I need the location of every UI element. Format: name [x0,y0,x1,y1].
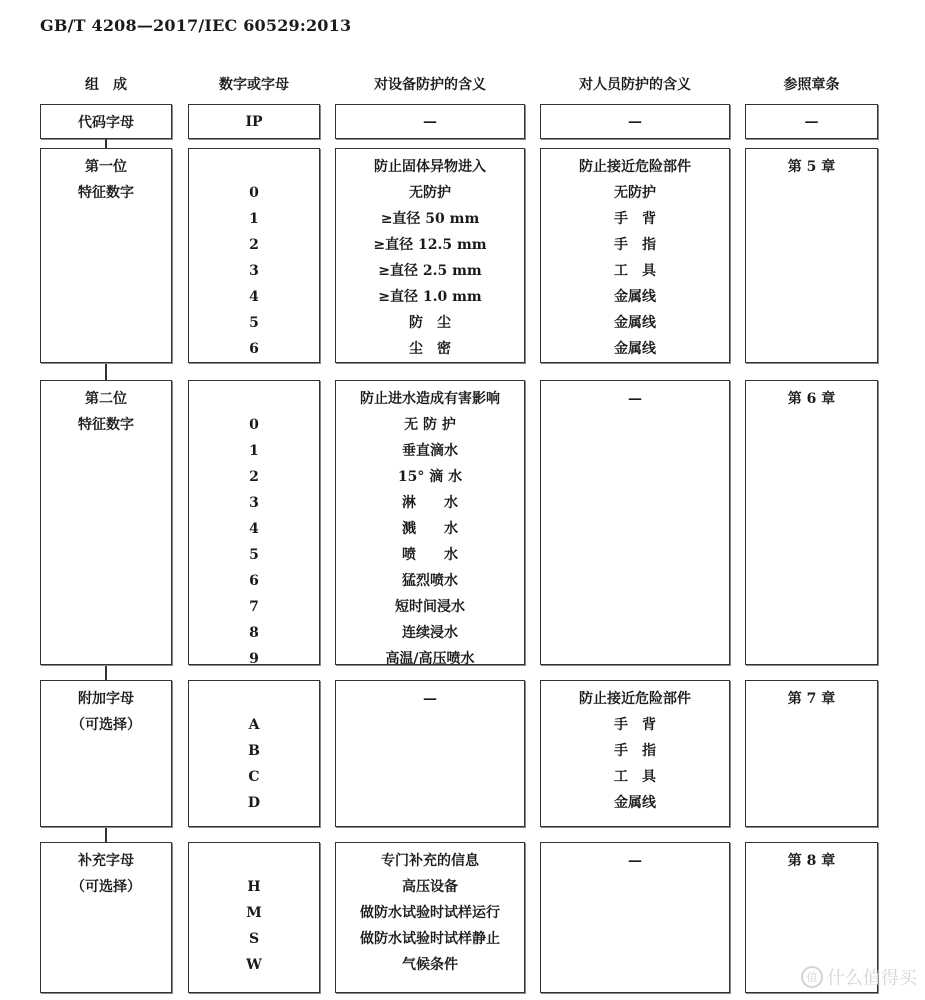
equipment-line: — [423,691,437,707]
codes-line: M [246,905,262,921]
codes-line: 0 [249,185,259,201]
persons-line: 工 具 [614,769,656,785]
equipment-line: 连续浸水 [402,625,458,641]
block-3-equipment-cell [335,680,525,827]
persons-line: 金属线 [614,315,656,331]
codes-line: S [248,931,260,947]
component-line: 特征数字 [78,185,134,201]
component-line: 第二位 [85,391,127,407]
reference-line: 第 6 章 [787,391,836,407]
codes-line [189,686,319,712]
equipment-line: 气候条件 [402,957,458,973]
persons-line: 金属线 [614,795,656,811]
persons-line: 防止接近危险部件 [579,691,691,707]
connector-line [105,363,107,380]
code-person-cell: — [540,104,730,139]
equipment-line: 做防水试验时试样运行 [360,905,500,921]
watermark-logo-icon: 值 [801,966,823,988]
reference-line: 第 7 章 [787,691,836,707]
block-3-reference-cell [745,680,878,827]
block-1-component-cell [40,148,172,363]
equipment-line: ≥直径 2.5 mm [378,263,482,279]
header-code: 数字或字母 [219,77,289,93]
codes-line: 8 [249,625,259,641]
equipment-line: 高压设备 [402,879,458,895]
codes-line [189,848,319,874]
watermark [801,964,917,990]
codes-line: 2 [249,469,259,485]
block-4-equipment-cell [335,842,525,993]
watermark-text: 什么值得买 [827,968,917,989]
codes-line: 9 [249,651,259,667]
header-reference: 参照章条 [783,77,840,93]
equipment-line: ≥直径 50 mm [380,211,480,227]
equipment-line: 垂直滴水 [402,443,458,459]
component-line: 特征数字 [78,417,134,433]
block-4-codes-cell [188,842,320,993]
block-2-component-cell [40,380,172,665]
code-letters-cell: 代码字母 [40,104,172,139]
codes-line: 7 [249,599,259,615]
codes-line: 6 [249,573,259,589]
codes-line: 1 [249,211,259,227]
equipment-line: 短时间浸水 [395,599,465,615]
persons-line: 防止接近危险部件 [579,159,691,175]
block-1-reference-cell [745,148,878,363]
block-2-codes-cell [188,380,320,665]
persons-line: 金属线 [614,341,656,357]
connector-line [105,139,107,148]
block-3-codes-cell [188,680,320,827]
component-line: （可选择） [71,717,141,733]
codes-line: H [247,879,261,895]
header-component: 组 成 [85,77,127,93]
equipment-line: 无 防 护 [404,417,456,433]
reference-line: 第 8 章 [787,853,836,869]
equipment-line: 防止进水造成有害影响 [360,391,500,407]
reference-line: 第 5 章 [787,159,836,175]
connector-line [105,664,107,680]
codes-line [189,386,319,412]
equipment-line: 猛烈喷水 [402,573,458,589]
equipment-line: 15° 滴 水 [397,469,463,485]
persons-line: 手 指 [614,743,656,759]
block-2-equipment-cell [335,380,525,665]
equipment-line: ≥直径 1.0 mm [378,289,482,305]
equipment-line: 淋 水 [402,495,458,511]
codes-line: B [248,743,260,759]
persons-line: 手 指 [614,237,656,253]
codes-line: 4 [249,521,259,537]
codes-line: A [248,717,260,733]
code-reference-cell: — [745,104,878,139]
block-1-equipment-cell [335,148,525,363]
codes-line: 3 [249,495,259,511]
persons-line: 手 背 [614,717,656,733]
codes-line: 5 [249,315,259,331]
block-2-persons-cell [540,380,730,665]
block-2-reference-cell [745,380,878,665]
header-person-meaning: 对人员防护的含义 [579,77,691,93]
component-line: 第一位 [85,159,127,175]
block-4-persons-cell [540,842,730,993]
equipment-line: 喷 水 [402,547,458,563]
codes-line: 6 [249,341,259,357]
block-1-persons-cell [540,148,730,363]
document-id: GB/T 4208—2017/IEC 60529:2013 [40,16,352,35]
persons-line: 工 具 [614,263,656,279]
codes-line: W [246,957,262,973]
block-1-codes-cell [188,148,320,363]
equipment-line: 高温/高压喷水 [385,651,475,667]
persons-line: 无防护 [614,185,656,201]
block-3-component-cell [40,680,172,827]
equipment-line: 尘 密 [409,341,451,357]
codes-line: 0 [249,417,259,433]
persons-line: 手 背 [614,211,656,227]
persons-line: 金属线 [614,289,656,305]
codes-line: 5 [249,547,259,563]
equipment-line: 防 尘 [409,315,451,331]
codes-line [189,154,319,180]
block-4-component-cell [40,842,172,993]
equipment-line: 溅 水 [402,521,458,537]
connector-line [105,827,107,842]
block-3-persons-cell [540,680,730,827]
codes-line: 1 [249,443,259,459]
equipment-line: 做防水试验时试样静止 [360,931,500,947]
equipment-line: ≥直径 12.5 mm [373,237,487,253]
component-line: （可选择） [71,879,141,895]
component-line: 附加字母 [78,691,134,707]
codes-line: 4 [249,289,259,305]
persons-line: — [628,853,642,869]
equipment-line: 专门补充的信息 [381,853,479,869]
codes-line: C [248,769,260,785]
codes-line: D [247,795,261,811]
header-equipment-meaning: 对设备防护的含义 [374,77,486,93]
component-line: 补充字母 [78,853,134,869]
persons-line: — [628,391,642,407]
equipment-line: 防止固体异物进入 [374,159,486,175]
codes-line: 3 [249,263,259,279]
code-equipment-cell: — [335,104,525,139]
code-ip-cell: IP [188,104,320,139]
codes-line: 2 [249,237,259,253]
equipment-line: 无防护 [409,185,451,201]
